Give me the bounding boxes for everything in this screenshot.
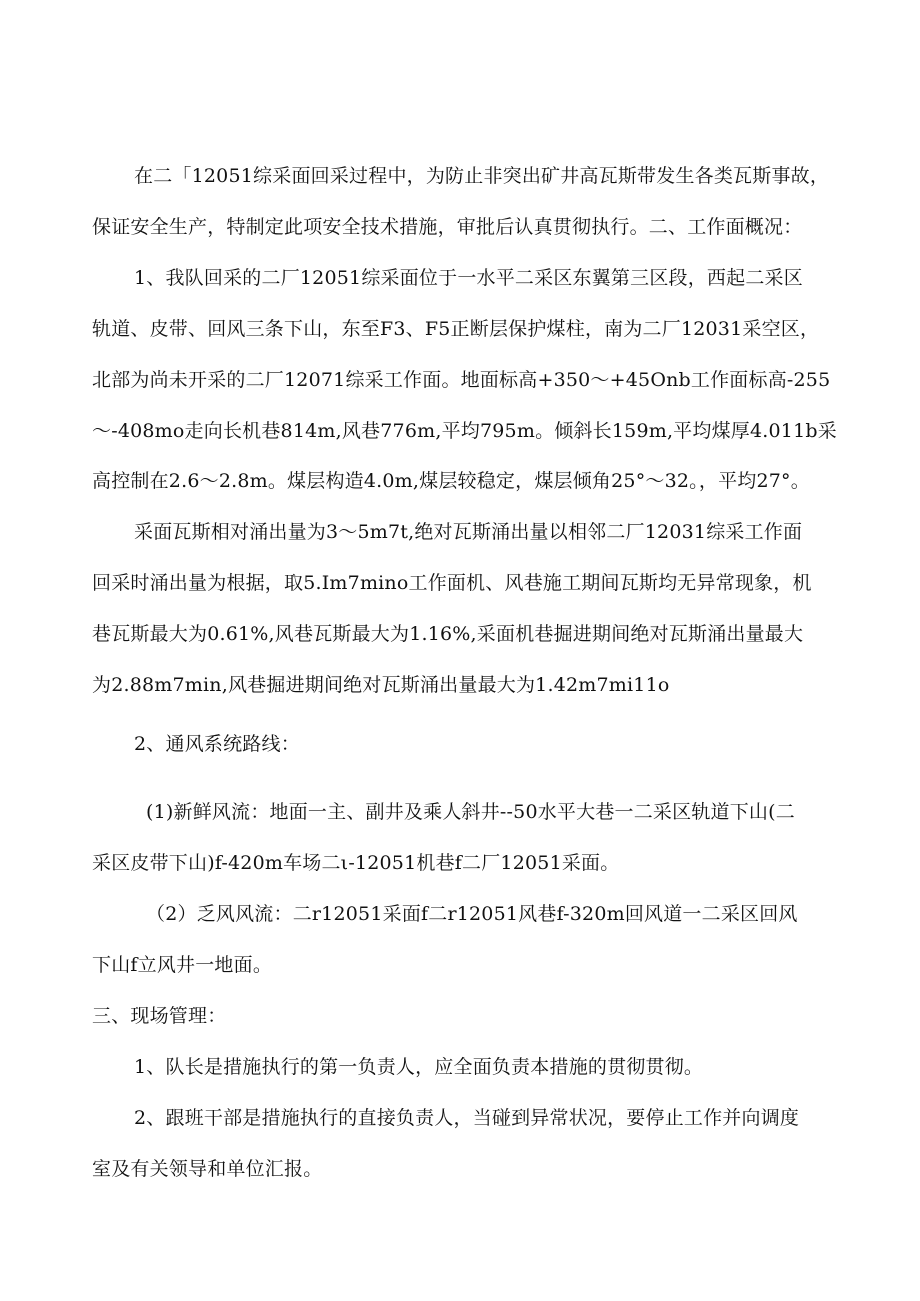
body-text-line: 回采时涌出量为根据，取5.Im7mino工作面机、风巷施工期间瓦斯均无异常现象，机 [92, 572, 812, 594]
body-text-line: 北部为尚未开采的二厂12071综采工作面。地面标高+350～+45Onb工作面标高-255 [92, 369, 831, 391]
body-text-line: 室及有关领导和单位汇报。 [92, 1158, 323, 1180]
body-text-line: 下山f立风井一地面。 [92, 954, 273, 976]
body-text-line: 在二「12051综采面回采过程中，为防止非突出矿井高瓦斯带发生各类瓦斯事故， [134, 165, 830, 187]
body-text-line: 为2.88m7min,风巷掘进期间绝对瓦斯涌出量最大为1.42m7mi11o [92, 674, 670, 696]
body-text-line: 保证安全生产，特制定此项安全技术措施，审批后认真贯彻执行。二、工作面概况： [92, 216, 803, 238]
body-text-line: 采面瓦斯相对涌出量为3～5m7t,绝对瓦斯涌出量以相邻二厂12031综采工作面 [134, 521, 803, 543]
section-heading: 2、通风系统路线： [134, 733, 300, 755]
body-text-line: 2、跟班干部是措施执行的直接负责人，当碰到异常状况，要停止工作并向调度 [134, 1107, 800, 1129]
body-text-line: 采区皮带下山)f-420m车场二ι-12051机巷f二厂12051采面。 [92, 852, 620, 874]
body-text-line: （2）乏风风流：二r12051采面f二r12051风巷f-320m回风道一二采区回风 [146, 903, 798, 925]
body-text-line: 轨道、皮带、回风三条下山，东至F3、F5正断层保护煤柱，南为二厂12031采空区， [92, 318, 820, 340]
body-text-line: ～-408mo走向长机巷814m,风巷776m,平均795m。倾斜长159m,平均煤厚4.011b采 [92, 420, 837, 442]
body-text-line: 巷瓦斯最大为0.61%,风巷瓦斯最大为1.16%,采面机巷掘进期间绝对瓦斯涌出量最大 [92, 623, 804, 645]
body-text-line: 高控制在2.6～2.8m。煤层构造4.0m,煤层较稳定，煤层倾角25°～32。，平均27°。 [92, 470, 810, 492]
body-text-line: (1)新鲜风流：地面一主、副井及乘人斜井--50水平大巷一二采区轨道下山(二 [146, 801, 795, 823]
section-heading: 三、现场管理： [92, 1005, 227, 1027]
body-text-line: 1、我队回采的二厂12051综采面位于一水平二采区东翼第三区段，西起二采区 [134, 267, 803, 289]
body-text-line: 1、队长是措施执行的第一负责人，应全面负责本措施的贯彻贯彻。 [134, 1056, 704, 1078]
